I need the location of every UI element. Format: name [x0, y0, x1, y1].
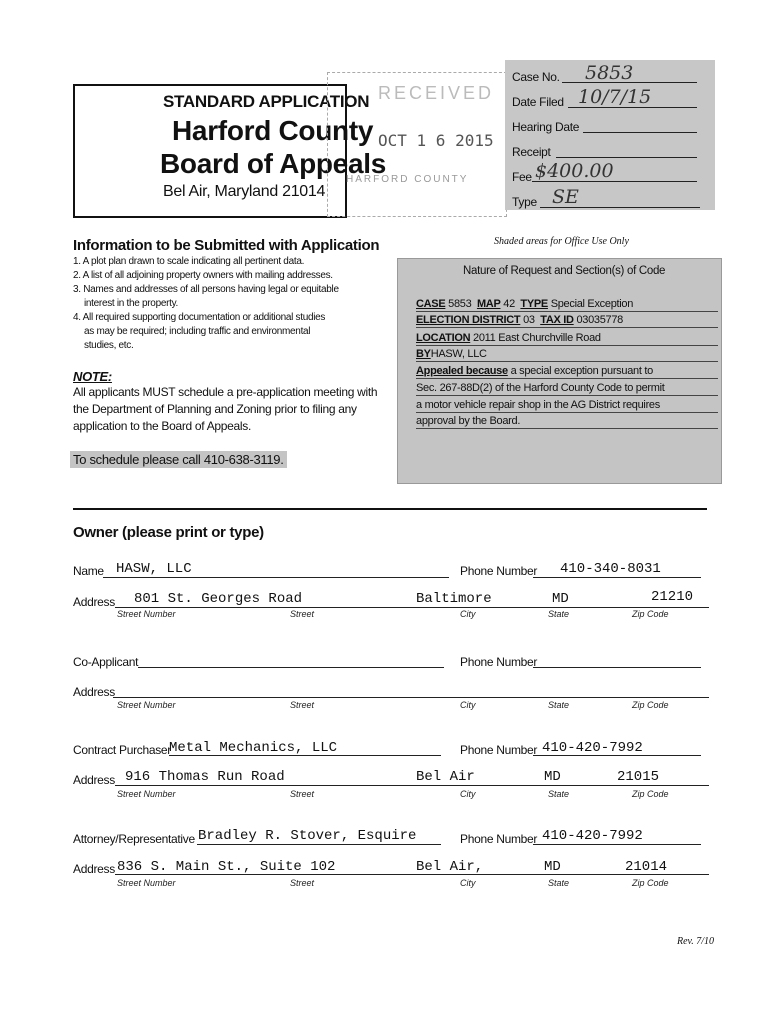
owner-zip-value: 21210 — [651, 589, 694, 605]
coapplicant-sub-street-number: Street Number — [117, 700, 176, 710]
info-item-4: 4. All required supporting documentation or additional studies — [73, 312, 326, 323]
purchaser-name-value: Metal Mechanics, LLC — [169, 740, 338, 756]
coapplicant-sub-zip: Zip Code — [632, 700, 669, 710]
coapplicant-address-line — [113, 697, 709, 698]
date-filed-label: Date Filed — [512, 95, 564, 109]
owner-street-value: 801 St. Georges Road — [134, 591, 303, 607]
attorney-phone-label: Phone Number — [460, 832, 538, 846]
attorney-sub-state: State — [548, 878, 570, 888]
info-item-2: 2. A list of all adjoining property owners with mailing addresses. — [73, 270, 333, 281]
purchaser-phone-value: 410-420-7992 — [542, 740, 643, 756]
attorney-state-value: MD — [544, 859, 561, 875]
attorney-sub-city: City — [460, 878, 476, 888]
date-filed-value: 10/7/15 — [578, 86, 652, 108]
purchaser-label: Contract Purchaser — [73, 743, 171, 757]
attorney-address-label: Address — [73, 862, 115, 876]
county-title: Harford County — [172, 115, 374, 146]
nature-appealed-line-3: a motor vehicle repair shop in the AG District requires — [416, 398, 718, 413]
owner-sub-state: State — [548, 609, 570, 619]
attorney-label: Attorney/Representative — [73, 832, 195, 846]
coapplicant-sub-street: Street — [290, 700, 315, 710]
type-value: SE — [552, 186, 579, 208]
note-line-3: application to the Board of Appeals. — [73, 419, 252, 433]
owner-name-value: HASW, LLC — [116, 561, 192, 577]
note-heading: NOTE: — [73, 369, 112, 384]
owner-phone-label: Phone Number — [460, 564, 538, 578]
nature-appealed-row — [416, 364, 718, 379]
nature-of-request-box — [397, 258, 722, 484]
owner-name-line — [103, 577, 449, 578]
attorney-phone-line — [533, 844, 701, 845]
owner-address-label: Address — [73, 595, 115, 609]
standard-application-title: STANDARD APPLICATION — [163, 92, 370, 111]
purchaser-city-value: Bel Air — [416, 769, 475, 785]
owner-sub-street: Street — [290, 609, 315, 619]
coapplicant-label: Co-Applicant — [73, 655, 139, 669]
election-label: ELECTION DISTRICT — [416, 314, 521, 326]
purchaser-state-value: MD — [544, 769, 561, 785]
attorney-sub-street: Street — [290, 878, 315, 888]
owner-phone-line — [533, 577, 701, 578]
type-label-nature: TYPE — [520, 298, 548, 310]
taxid-value: 03035778 — [576, 314, 623, 326]
info-item-3b: interest in the property. — [84, 298, 179, 309]
nature-appealed-line-2: Sec. 267-88D(2) of the Harford County Code to permit — [416, 381, 718, 396]
received-stamp: RECEIVED — [378, 83, 495, 103]
receipt-label: Receipt — [512, 145, 551, 159]
nature-by-row — [416, 347, 718, 362]
purchaser-sub-state: State — [548, 789, 570, 799]
coapplicant-address-label: Address — [73, 685, 115, 699]
info-item-3: 3. Names and addresses of all persons having legal or equitable — [73, 284, 339, 295]
attorney-sub-street-number: Street Number — [117, 878, 176, 888]
map-label: MAP — [476, 298, 501, 310]
purchaser-phone-label: Phone Number — [460, 743, 538, 757]
board-title: Board of Appeals — [160, 148, 386, 179]
type-value-nature: Special Exception — [550, 298, 634, 310]
by-value: HASW, LLC — [430, 348, 487, 360]
coapplicant-name-line — [138, 667, 444, 668]
attorney-phone-value: 410-420-7992 — [542, 828, 643, 844]
owner-name-label: Name — [73, 564, 104, 578]
owner-sub-city: City — [460, 609, 476, 619]
office-use-note: Shaded areas for Office Use Only — [494, 236, 629, 247]
nature-location-row — [416, 331, 718, 346]
owner-phone-value: 410-340-8031 — [560, 561, 661, 577]
receipt-line — [556, 157, 697, 158]
type-label: Type — [512, 195, 537, 209]
coapplicant-sub-state: State — [548, 700, 570, 710]
election-value: 03 — [523, 314, 535, 326]
attorney-zip-value: 21014 — [625, 859, 668, 875]
info-item-1: 1. A plot plan drawn to scale indicating all pertinent data. — [73, 256, 305, 267]
case-value: 5853 — [448, 298, 472, 310]
revision-note: Rev. 7/10 — [677, 936, 715, 947]
owner-sub-zip: Zip Code — [632, 609, 669, 619]
by-label: BY — [416, 348, 431, 360]
schedule-call: To schedule please call 410-638-3119. — [70, 451, 287, 468]
location-value: 2011 East Churchville Road — [473, 332, 601, 344]
case-label: CASE — [416, 298, 446, 310]
owner-heading: Owner (please print or type) — [73, 524, 264, 541]
owner-address-line — [115, 607, 709, 608]
fee-label: Fee — [512, 170, 532, 184]
note-line-2: the Department of Planning and Zoning prior to filing any — [73, 402, 357, 416]
purchaser-sub-street-number: Street Number — [117, 789, 176, 799]
purchaser-zip-value: 21015 — [617, 769, 660, 785]
purchaser-address-line — [115, 785, 709, 786]
info-item-4b: as may be required; including traffic and environmental — [84, 326, 311, 337]
note-line-1: All applicants MUST schedule a pre-application meeting with — [73, 385, 378, 399]
hearing-date-line — [583, 132, 697, 133]
stamp-border — [327, 72, 507, 217]
coapplicant-sub-city: City — [460, 700, 476, 710]
fee-value: $400.00 — [535, 160, 614, 182]
appealed-label: Appealed because — [416, 365, 508, 377]
info-item-4c: studies, etc. — [84, 340, 134, 351]
purchaser-sub-city: City — [460, 789, 476, 799]
attorney-city-value: Bel Air, — [416, 859, 484, 875]
taxid-label: TAX ID — [540, 314, 574, 326]
case-no-value: 5853 — [585, 62, 634, 84]
nature-appealed-line-4: approval by the Board. — [416, 414, 718, 429]
stamp-date: OCT 1 6 2015 — [378, 131, 494, 150]
info-heading: Information to be Submitted with Application — [73, 237, 380, 254]
purchaser-sub-street: Street — [290, 789, 315, 799]
coapplicant-phone-line — [533, 667, 701, 668]
attorney-sub-zip: Zip Code — [632, 878, 669, 888]
case-no-label: Case No. — [512, 70, 560, 84]
location-label: LOCATION — [416, 332, 471, 344]
section-divider — [73, 508, 707, 510]
nature-election-row — [416, 313, 718, 328]
attorney-street-value: 836 S. Main St., Suite 102 — [117, 859, 336, 875]
owner-sub-street-number: Street Number — [117, 609, 176, 619]
stamp-dept: HARFORD COUNTY — [346, 174, 469, 185]
attorney-name-value: Bradley R. Stover, Esquire — [198, 828, 417, 844]
hearing-date-label: Hearing Date — [512, 120, 580, 134]
map-value: 42 — [503, 298, 515, 310]
nature-case-row — [416, 297, 718, 312]
purchaser-sub-zip: Zip Code — [632, 789, 669, 799]
city-line: Bel Air, Maryland 21014 — [163, 183, 326, 200]
appealed-line-1: a special exception pursuant to — [510, 365, 653, 377]
nature-heading: Nature of Request and Section(s) of Code — [463, 265, 666, 277]
owner-state-value: MD — [552, 591, 569, 607]
purchaser-address-label: Address — [73, 773, 115, 787]
purchaser-street-value: 916 Thomas Run Road — [125, 769, 285, 785]
attorney-name-line — [197, 844, 441, 845]
coapplicant-phone-label: Phone Number — [460, 655, 538, 669]
owner-city-value: Baltimore — [416, 591, 492, 607]
